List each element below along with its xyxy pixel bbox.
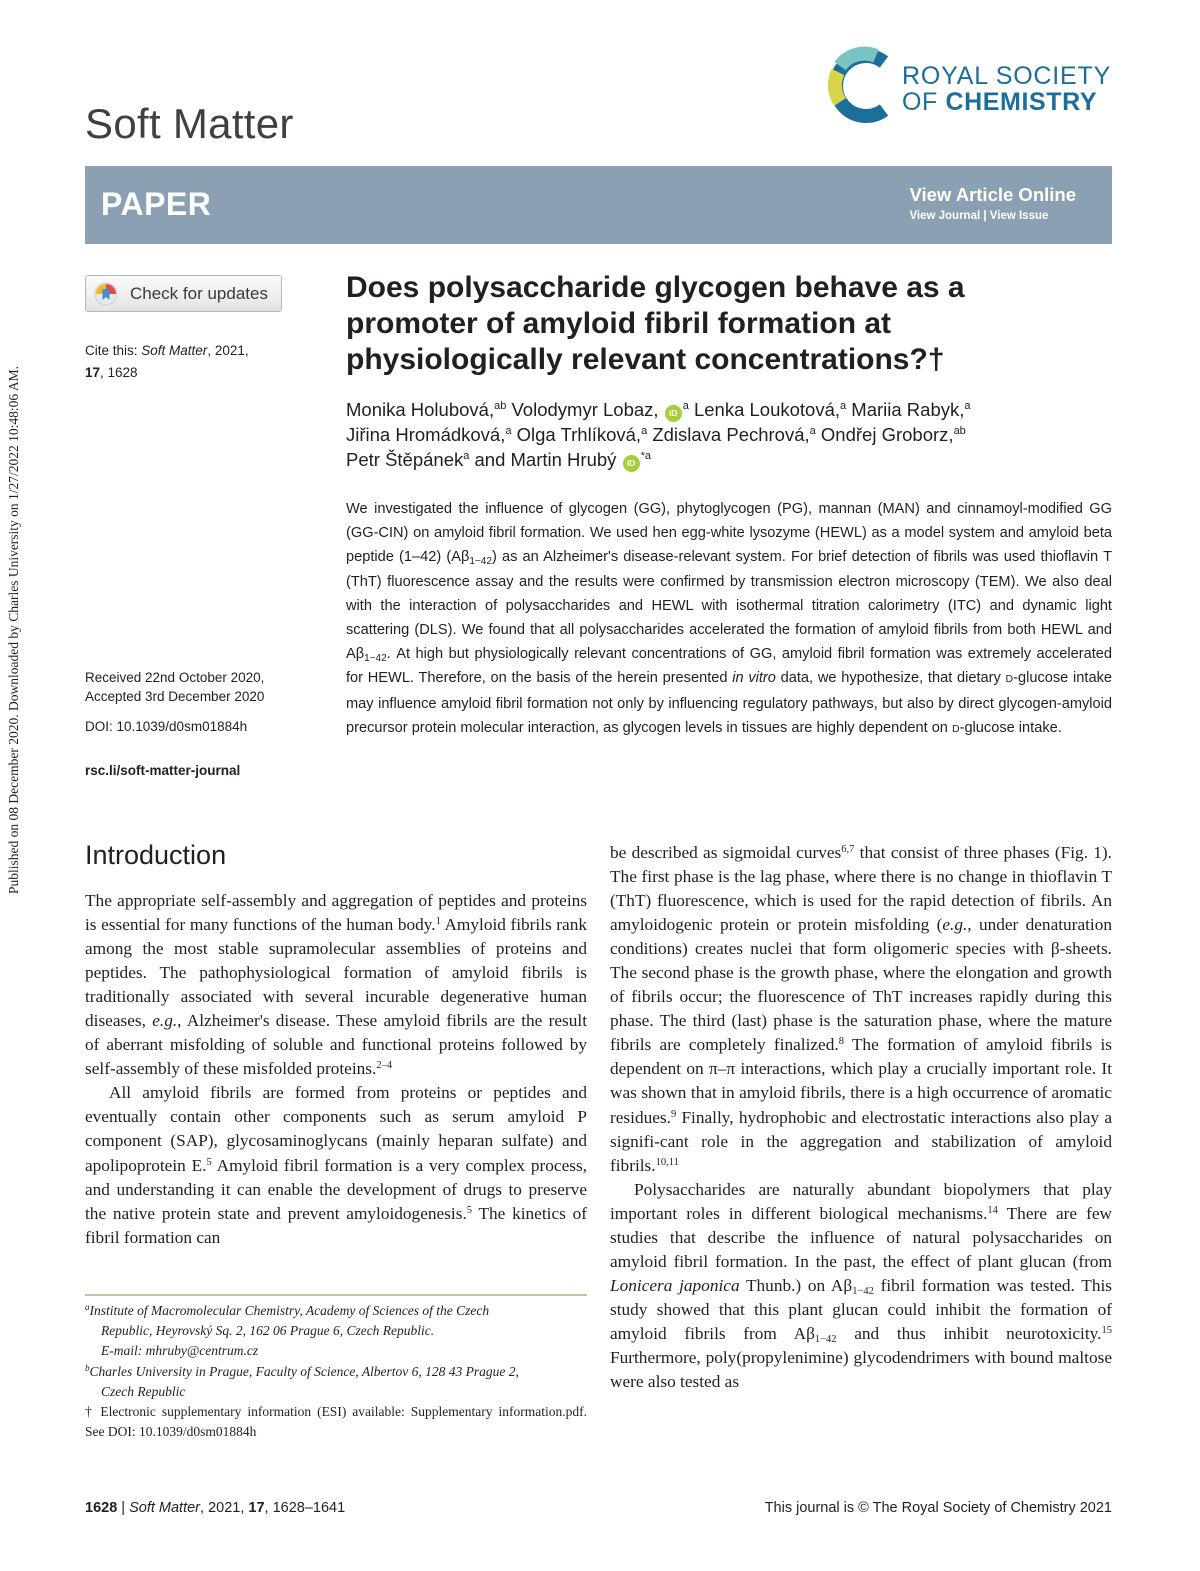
footnotes [85,1301,587,1442]
publisher-line1: ROYAL SOCIETY [902,62,1112,90]
doi[interactable]: DOI: 10.1039/d0sm01884h [85,719,248,734]
publisher-line2: OF CHEMISTRY [902,88,1098,116]
abstract: We investigated the influence of glycogen (GG), phytoglycogen (PG), mannan (MAN) and cinnamoyl-modified GG (GG-CIN) on amyloid fibril formation. We used hen egg-white lysozyme (HEWL) as a model system and amyloid beta peptide (1–42) $(A\beta_{1-42})$ as an Alzheimer's disease-relevant system. For brief detection of fibrils was used thioflavin T (ThT) fluorescence assay and the results were confirmed by transmission electron microscopy (TEM). We also deal with the interaction of polysaccharides and HEWL with isothermal titration calorimetry (ITC) and dynamic light scattering (DLS). We found that all polysaccharides accelerated the formation of amyloid fibrils from both HEWL and $A\beta_{1-42}$. At high but physiologically relevant concentrations of GG, amyloid fibril formation was extremely accelerated for HEWL. Therefore, on the basis of the herein presented in vitro data, we hypothesize, that dietary D-glucose intake may influence amyloid fibril formation not only by influencing regulatory pathways, but also by direct glycogen-amyloid precursor protein molecular interaction, as glycogen levels in tissues are highly dependent on D-glucose intake. [346,501,1112,736]
received-dates [85,668,300,706]
orcid-icon[interactable]: iD [623,455,640,472]
rsc-logo-icon [824,42,900,130]
esi-note: † Electronic supplementary information (ESI) available: Supplementary information.pdf. See DOI: 10.1039/d0sm01884h [85,1404,587,1440]
check-for-updates-button[interactable] [85,275,282,312]
paragraph: be described as sigmoidal curves$^{6,7}$ that consist of three phases (Fig. 1). The first phase is the lag phase, where there is no change in thioflavin T (ThT) fluorescence, which is used for the rapid detection of fibrils. An amyloidogenic protein or protein misfolding (e.g., under denaturation conditions) creates nuclei that form oligomeric species with β-sheets. The second phase is the growth phase, where the elongation and growth of fibrils occur; the fluorescence of ThT increases rapidly during this phase. The third (last) phase is the saturation phase, where the mature fibrils are completely finalized.$^8$ The formation of amyloid fibrils is dependent on π–π interactions, which play a crucially important role. It was shown that in amyloid fibrils, there is a high occurrence of aromatic residues.$^9$ Finally, hydrophobic and electrostatic interactions also play a signifi-cant role in the aggregation and stabilization of amyloid fibrils.$^{10,11}$ [610,843,1112,1175]
received-date: Received 22nd October 2020, [85,670,265,685]
crossmark-icon [94,282,118,306]
article-type-banner [85,166,1112,244]
article-type-label: PAPER [101,186,212,222]
author-list: Monika Holubová,$^{ab}$ Volodymyr Lobaz, $iD^a$ Lenka Loukotová,$^a$ Mariia Rabyk,$^a$ Jiřina Hromádková,$^a$ Olga Trhlíková,$^a$ Zdislava Pechrová,$^a$ Ondřej Groborz,$^{ab}$ Petr Štěpánek$^a$ and Martin Hrubý $iD^{*a}$ [346,399,971,470]
check-for-updates-label: Check for updates [130,283,268,303]
paragraph: All amyloid fibrils are formed from proteins or peptides and eventually contain other components such as serum amyloid P component (SAP), glycosaminoglycans (mainly heparan sulfate) and apolipoprotein E.$^5$ Amyloid fibril formation is a very complex process, and understanding it can enable the development of drugs to preserve the native protein state and prevent amyloidogenesis.$^5$ The kinetics of fibril formation can [85,1083,588,1247]
affiliation-a: $^a$Institute of Macromolecular Chemistry, Academy of Sciences of the Czech Republic, Heyrovský Sq. 2, 162 06 Prague 6, Czech Republic. E-mail: mhruby@centrum.cz [85,1302,490,1359]
journal-title: Soft Matter [85,100,294,147]
body-column-right [610,841,1112,1394]
citation: Cite this: Soft Matter, 2021, 17, 1628 [85,343,249,380]
paragraph: The appropriate self-assembly and aggregation of peptides and proteins is essential for many functions of the human body.$^1$ Amyloid fibrils rank among the most stable supramolecular assemblies of proteins and peptides. The pathophysiological formation of amyloid fibrils is traditionally associated with several incurable degenerative human diseases, e.g., Alzheimer's disease. These amyloid fibrils are the result of aberrant misfolding of soluble and functional proteins followed by self-assembly of these misfolded proteins.$^{2-4}$ [85,891,587,1079]
section-heading-introduction: Introduction [85,840,227,870]
footnote-divider [85,1294,587,1296]
page-footer-citation: 1628 | Soft Matter, 2021, 17, 1628–1641 [85,1500,346,1516]
affiliation-b: $^b$Charles University in Prague, Faculty of Science, Albertov 6, 128 43 Prague 2, Czech Republic [85,1362,519,1399]
banner-sub-links: View Journal | View Issue [909,210,1049,222]
body-column-left [85,889,587,1250]
download-notice: Published on 08 December 2020. Downloaded by Charles University on 1/27/2022 10:48:06 AM. [6,366,21,894]
orcid-icon[interactable]: iD [665,405,682,422]
view-article-online-link[interactable]: View Article Online [909,184,1076,205]
rsc-logo[interactable] [824,42,1114,130]
journal-link[interactable]: rsc.li/soft-matter-journal [85,763,241,778]
page-footer-copyright: This journal is © The Royal Society of Chemistry 2021 [764,1500,1112,1516]
article-title: Does polysaccharide glycogen behave as a promoter of amyloid fibril formation at physiologically relevant concentrations?† [346,271,965,376]
view-issue-link[interactable]: View Issue [989,210,1049,222]
accepted-date: Accepted 3rd December 2020 [85,689,265,704]
paragraph: Polysaccharides are naturally abundant biopolymers that play important roles in different biological mechanisms.$^{14}$ There are few studies that describe the influence of natural polysaccharides on amyloid fibril formation. In the past, the effect of plant glucan (from Lonicera japonica Thunb.) on $A\beta_{1-42}$ fibril formation was tested. This study showed that this plant glucan could inhibit the formation of amyloid fibrils from $A\beta_{1-42}$ and thus inhibit neurotoxicity.$^{15}$ Furthermore, poly(propylenimine) glycodendrimers with bound maltose were also tested as [610,1179,1112,1392]
view-journal-link[interactable]: View Journal [909,210,981,222]
banner-links [909,184,1076,222]
